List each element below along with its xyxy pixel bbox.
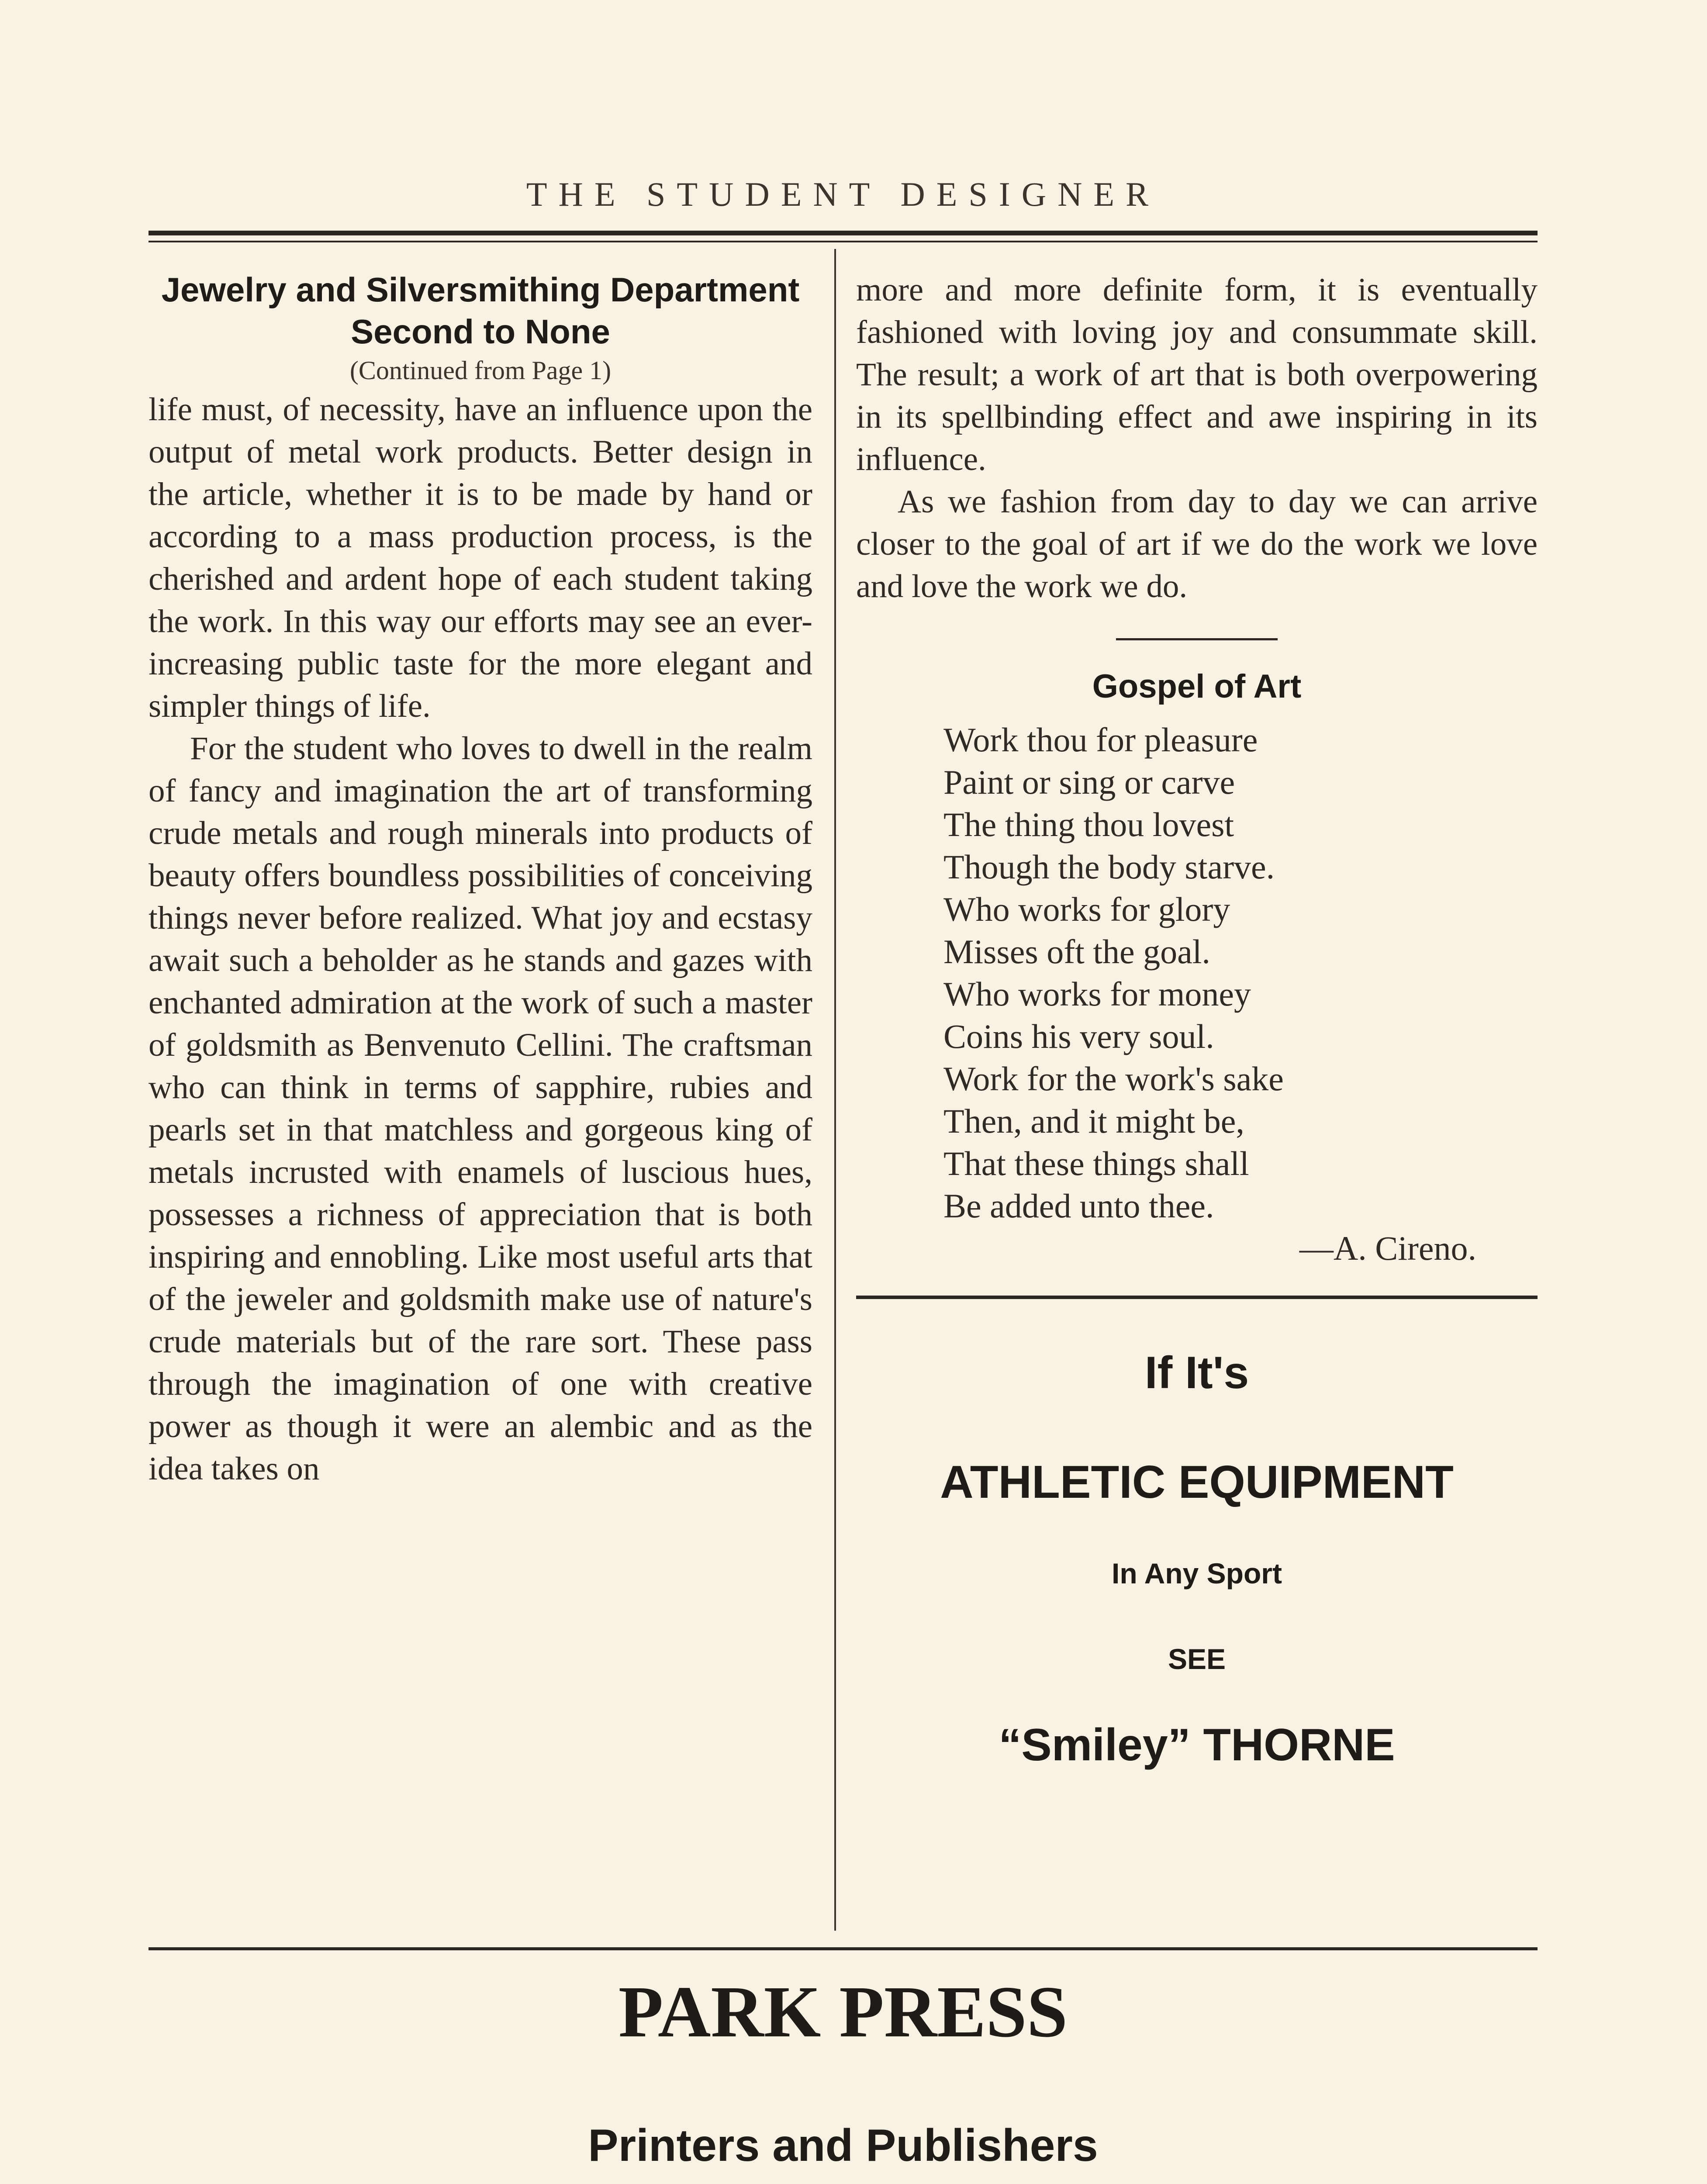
poem-line: Work for the work's sake bbox=[943, 1060, 1284, 1098]
bottom-rule bbox=[149, 1947, 1538, 1950]
athletic-ad-name: “Smiley” THORNE bbox=[999, 1720, 1395, 1770]
poem-title: Gospel of Art bbox=[1092, 668, 1302, 705]
poem-author: —A. Cireno. bbox=[1299, 1229, 1476, 1267]
park-press-ad bbox=[149, 1970, 1538, 2184]
athletic-ad-line-1: If It's bbox=[1144, 1348, 1249, 1398]
poem-line: Be added unto thee. bbox=[943, 1187, 1214, 1225]
masthead-rule-thin bbox=[149, 241, 1538, 242]
poem-line: Coins his very soul. bbox=[943, 1017, 1214, 1055]
article-paragraph-1: life must, of necessity, have an influence upon the output of metal work products. Better design in the article, whether it is to be made by hand or according to a mass production process, is the cherished and ardent hope of each student taking the work. In this way our efforts may see an ever-increasing public taste for the more elegant and simpler things of life. bbox=[149, 391, 812, 724]
continued-note: (Continued from Page 1) bbox=[349, 356, 612, 385]
poem-line: The thing thou lovest bbox=[943, 805, 1234, 843]
athletic-ad-line-4: SEE bbox=[1168, 1643, 1226, 1675]
poem-divider bbox=[1116, 638, 1278, 640]
article-column bbox=[149, 269, 812, 1490]
park-press-subtitle: Printers and Publishers bbox=[588, 2120, 1098, 2171]
article-paragraph-2: For the student who loves to dwell in the realm of fancy and imagination the art of transforming crude metals and rough minerals into products of beauty offers boundless possibilities of conceiving things never before realized. What joy and ecstasy await such a beholder as he stands and gazes with enchanted admiration at the work of such a master of goldsmith as Benvenuto Cellini. The craftsman who can think in terms of sapphire, rubies and pearls set in that matchless and gorgeous king of metals incrusted with enamels of luscious hues, possesses a richness of appreciation that is both inspiring and ennobling. Like most useful arts that of the jeweler and goldsmith make use of nature's crude materials but of the rare sort. These pass through the imagination of one with creative power as though it were an alembic and as the idea takes on bbox=[149, 730, 812, 1487]
article-paragraph-3: more and more definite form, it is eventually fashioned with loving joy and consummate skill. The result; a work of art that is both overpowering in its spellbinding effect and awe inspiring in its influence. bbox=[856, 272, 1538, 477]
poem-line: Then, and it might be, bbox=[943, 1102, 1244, 1140]
poem bbox=[856, 719, 1538, 1227]
column-divider bbox=[834, 249, 836, 1931]
poem-line: Who works for glory bbox=[943, 890, 1230, 928]
athletic-ad-headline: ATHLETIC EQUIPMENT bbox=[940, 1456, 1454, 1508]
ad-divider bbox=[856, 1296, 1538, 1299]
athletic-ad-line-3: In Any Sport bbox=[1112, 1557, 1282, 1590]
poem-line: Who works for money bbox=[943, 975, 1251, 1013]
right-column bbox=[856, 269, 1538, 1771]
park-press-title: PARK PRESS bbox=[618, 1971, 1068, 2053]
poem-line: Misses oft the goal. bbox=[943, 933, 1210, 971]
poem-line: That these things shall bbox=[943, 1144, 1249, 1182]
masthead-title: THE STUDENT DESIGNER bbox=[526, 175, 1160, 213]
poem-line: Paint or sing or carve bbox=[943, 763, 1235, 801]
masthead-rule-thick bbox=[149, 231, 1538, 235]
poem-line: Though the body starve. bbox=[943, 848, 1275, 886]
article-heading: Jewelry and Silversmithing Department Second to None bbox=[161, 270, 800, 351]
poem-line: Work thou for pleasure bbox=[943, 721, 1258, 759]
article-paragraph-4: As we fashion from day to day we can arrive closer to the goal of art if we do the work we love and love the work we do. bbox=[856, 484, 1538, 605]
